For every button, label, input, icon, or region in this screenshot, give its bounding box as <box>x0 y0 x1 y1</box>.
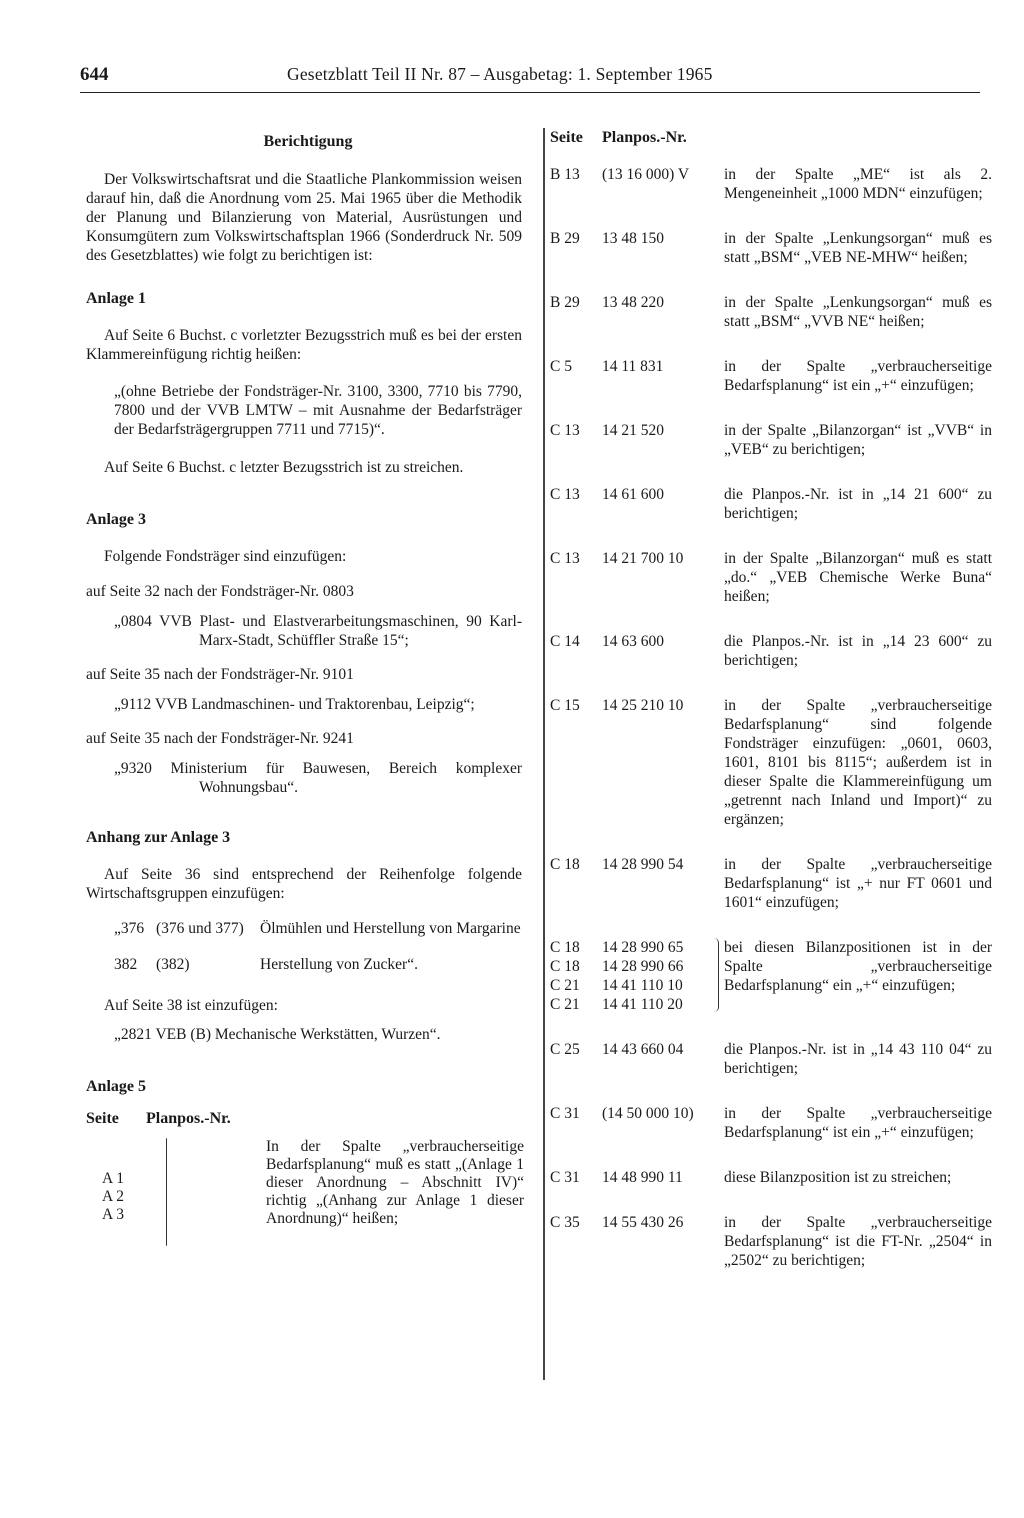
planpos-cell: 14 43 660 04 <box>602 1041 684 1058</box>
planpos-cell: 14 63 600 <box>602 633 664 650</box>
brace <box>166 1138 167 1246</box>
seite-cell: C 18 <box>550 939 580 956</box>
anhang-page38-entry: „2821 VEB (B) Mechanische Werkstätten, Wurzen“. <box>114 1026 441 1043</box>
anhang-ref: (376 und 377) <box>156 920 244 937</box>
text-cell: bei diesen Bilanzpositionen ist in der Spalte „verbraucherseitige Bedarfsplanung“ ein „+“ einzufügen; <box>724 939 992 994</box>
table-row <box>550 1104 992 1142</box>
seite-cell: C 31 <box>550 1169 580 1186</box>
table-row <box>550 1168 992 1187</box>
table-row <box>550 632 992 670</box>
text-cell: die Planpos.-Nr. ist in „14 43 110 04“ zu berichtigen; <box>724 1041 992 1077</box>
planpos-cell: 14 21 520 <box>602 422 664 439</box>
planpos-cell: 14 61 600 <box>602 486 664 503</box>
table-row <box>550 165 992 203</box>
text-cell: in der Spalte „Lenkungsorgan“ muß es statt „BSM“ „VVB NE“ heißen; <box>724 294 992 330</box>
planpos-cell: 13 48 220 <box>602 294 664 311</box>
planpos-cell: 14 28 990 54 <box>602 856 684 873</box>
planpos-cell: 14 25 210 10 <box>602 697 684 714</box>
seite-cell: C 31 <box>550 1105 580 1122</box>
seite-cell: C 18 <box>550 856 580 873</box>
anlage3-intro: Folgende Fondsträger sind einzufügen: <box>104 548 347 565</box>
planpos-cell: 14 41 110 20 <box>602 996 683 1013</box>
anhang-code: 382 <box>114 956 138 973</box>
anhang-text: Herstellung von Zucker“. <box>260 956 418 973</box>
anhang-code: „376 <box>114 920 145 937</box>
left-column <box>86 128 522 1248</box>
text-cell: in der Spalte „verbraucherseitige Bedarfsplanung“ ist „+ nur FT 0601 und 1601“ einzufügen; <box>724 856 992 911</box>
text-cell: in der Spalte „Bilanzorgan“ ist „VVB“ in „VEB“ zu berichtigen; <box>724 422 992 458</box>
anhang-intro: Auf Seite 36 sind entsprechend der Reihenfolge folgende Wirtschaftsgruppen einzufügen: <box>86 866 522 902</box>
planpos-cell: 13 48 150 <box>602 230 664 247</box>
anhang-text: Ölmühlen und Herstellung von Margarine <box>260 920 521 937</box>
anlage5-table-header <box>86 1109 522 1128</box>
running-title: Gesetzblatt Teil II Nr. 87 – Ausgabetag: 1. September 1965 <box>287 64 713 84</box>
anlage1-paragraph: Auf Seite 6 Buchst. c vorletzter Bezugsstrich muß es bei der ersten Klammereinfügung richtig heißen: <box>86 327 522 363</box>
planpos-cell: 14 28 990 66 <box>602 958 684 975</box>
page-header <box>80 62 980 93</box>
text-cell: in der Spalte „verbraucherseitige Bedarfsplanung“ ist ein „+“ einzufügen; <box>724 1105 992 1141</box>
seite-cell: C 13 <box>550 550 580 567</box>
intro-paragraph: Der Volkswirtschaftsrat und die Staatliche Plankommission weisen darauf hin, daß die Anordnung vom 25. Mai 1965 über die Methodik der Planung und Bilanzierung von Material, Ausrüstungen und Konsumgütern zum Volkswirtschaftsplan 1966 (Sonderdruck Nr. 509 des Gesetzblattes) wie folgt zu berichtigen ist: <box>86 171 522 264</box>
planpos-cell: (14 50 000 10) <box>602 1105 694 1122</box>
anlage5-text: In der Spalte „verbraucherseitige Bedarfsplanung“ muß es statt „(Anlage 1 dieser Anordnung – Abschnitt IV)“ richtig „(Anhang zur Anlage 1 dieser Anordnung)“ heißen; <box>266 1138 524 1227</box>
anlage3-location-2: auf Seite 35 nach der Fondsträger-Nr. 9101 <box>86 666 354 683</box>
planpos-cell: (13 16 000) V <box>602 166 690 183</box>
seite-cell: A 1 <box>102 1170 124 1187</box>
anlage3-entry-2: „9112 VVB Landmaschinen- und Traktorenbau, Leipzig“; <box>114 696 475 713</box>
seite-cell: C 13 <box>550 486 580 503</box>
col-seite-header: Seite <box>550 129 583 146</box>
anhang-ref: (382) <box>156 956 190 973</box>
anlage1-paragraph-2: Auf Seite 6 Buchst. c letzter Bezugsstrich ist zu streichen. <box>104 459 464 476</box>
anlage5-heading: Anlage 5 <box>86 1078 146 1095</box>
text-cell: die Planpos.-Nr. ist in „14 21 600“ zu berichtigen; <box>724 486 992 522</box>
table-row <box>550 696 992 829</box>
section-heading: Berichtigung <box>263 133 353 150</box>
seite-cell: C 35 <box>550 1214 580 1231</box>
table-row <box>550 293 992 331</box>
right-table-header <box>550 128 992 147</box>
text-cell: die Planpos.-Nr. ist in „14 23 600“ zu berichtigen; <box>724 633 992 669</box>
seite-cell: C 21 <box>550 996 580 1013</box>
seite-cell: A 3 <box>102 1206 124 1223</box>
table-row <box>550 549 992 606</box>
page-number: 644 <box>80 64 109 85</box>
anlage3-location-3: auf Seite 35 nach der Fondsträger-Nr. 9241 <box>86 730 354 747</box>
table-row <box>550 855 992 912</box>
column-divider <box>543 128 545 1380</box>
planpos-cell: 14 28 990 65 <box>602 939 684 956</box>
seite-group <box>550 938 602 1014</box>
seite-cell: A 2 <box>102 1188 124 1205</box>
seite-cell: C 15 <box>550 697 580 714</box>
text-cell: in der Spalte „verbraucherseitige Bedarfsplanung“ ist die FT-Nr. „2504“ in „2502“ zu berichtigen; <box>724 1214 992 1269</box>
planpos-cell: 14 21 700 10 <box>602 550 684 567</box>
anlage1-heading: Anlage 1 <box>86 290 146 307</box>
anlage3-entry-3: „9320 Ministerium für Bauwesen, Bereich komplexer Wohnungsbau“. <box>114 760 522 796</box>
anlage3-entry-1: „0804 VVB Plast- und Elastverarbeitungsmaschinen, 90 Karl-Marx-Stadt, Schüffler Straße 15“; <box>114 613 522 649</box>
table-row <box>550 229 992 267</box>
anhang-heading: Anhang zur Anlage 3 <box>86 829 231 846</box>
seite-cell: B 29 <box>550 294 580 311</box>
planpos-cell: 14 55 430 26 <box>602 1214 684 1231</box>
table-row-group <box>550 938 992 1014</box>
col-planpos-header: Planpos.-Nr. <box>602 129 687 146</box>
table-row <box>550 485 992 523</box>
anlage3-location-1: auf Seite 32 nach der Fondsträger-Nr. 0803 <box>86 583 354 600</box>
planpos-cell: 14 48 990 11 <box>602 1169 683 1186</box>
anlage1-quote: „(ohne Betriebe der Fondsträger-Nr. 3100, 3300, 7710 bis 7790, 7800 und der VVB LMTW – mit Ausnahme der Bedarfsträger der Bedarfsträgergruppen 7711 und 7715)“. <box>114 383 522 438</box>
text-cell: in der Spalte „Bilanzorgan“ muß es statt „do.“ „VEB Chemische Werke Buna“ heißen; <box>724 550 992 605</box>
table-row <box>550 357 992 395</box>
seite-cell: C 18 <box>550 958 580 975</box>
anlage5-seiten <box>102 1170 124 1224</box>
seite-cell: B 29 <box>550 230 580 247</box>
seite-cell: C 5 <box>550 358 572 375</box>
seite-cell: B 13 <box>550 166 580 183</box>
table-row <box>550 1040 992 1078</box>
anhang-row <box>86 955 522 974</box>
anlage3-heading: Anlage 3 <box>86 511 146 528</box>
table-row <box>550 421 992 459</box>
seite-cell: C 21 <box>550 977 580 994</box>
planpos-cell: 14 41 110 10 <box>602 977 683 994</box>
text-cell: in der Spalte „ME“ ist als 2. Mengeneinheit „1000 MDN“ einzufügen; <box>724 166 992 202</box>
seite-cell: C 14 <box>550 633 580 650</box>
text-cell: in der Spalte „verbraucherseitige Bedarfsplanung“ ist ein „+“ einzufügen; <box>724 358 992 394</box>
text-cell: in der Spalte „verbraucherseitige Bedarfsplanung“ sind folgende Fondsträger einzufügen: „0601, 0603, 1601, 8101 bis 8115“; außerdem ist in dieser Spalte die Klammereinfügung um „getrennt nach Inland und Import)“ zu ergänzen; <box>724 697 992 828</box>
planpos-group <box>602 938 724 1014</box>
anhang-page38: Auf Seite 38 ist einzufügen: <box>104 997 278 1014</box>
col-seite-header: Seite <box>86 1110 119 1127</box>
planpos-cell: 14 11 831 <box>602 358 664 375</box>
anlage5-entry <box>86 1132 522 1248</box>
table-row <box>550 1213 992 1270</box>
text-cell: in der Spalte „Lenkungsorgan“ muß es statt „BSM“ „VEB NE-MHW“ heißen; <box>724 230 992 266</box>
anhang-row <box>86 919 522 938</box>
right-column <box>550 128 992 1270</box>
text-cell: diese Bilanzposition ist zu streichen; <box>724 1169 952 1186</box>
seite-cell: C 13 <box>550 422 580 439</box>
brace <box>714 938 719 1012</box>
seite-cell: C 25 <box>550 1041 580 1058</box>
col-planpos-header: Planpos.-Nr. <box>146 1110 231 1127</box>
